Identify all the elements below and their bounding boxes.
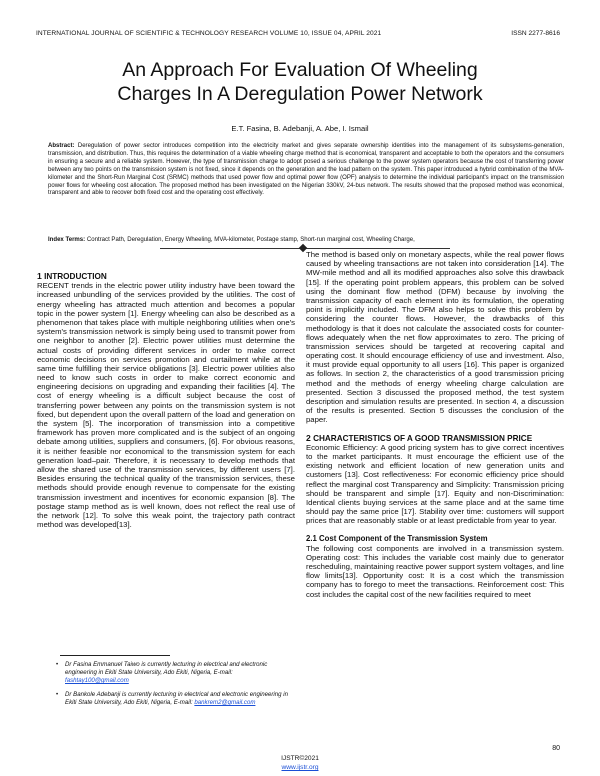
issn: ISSN 2277-8616 xyxy=(511,30,560,37)
journal-header: INTERNATIONAL JOURNAL OF SCIENTIFIC & TECHNOLOGY RESEARCH VOLUME 10, ISSUE 04, APRIL 2021 xyxy=(36,30,382,37)
footnote-rule xyxy=(60,655,170,656)
paper-title xyxy=(0,58,600,106)
right-column xyxy=(306,250,564,599)
section-1-number: 1 xyxy=(37,271,42,281)
section-2-number: 2 xyxy=(306,432,311,443)
section-2-1-heading: 2.1 Cost Component of the Transmission System xyxy=(306,534,488,544)
footnote-1 xyxy=(56,661,296,686)
footnotes xyxy=(56,661,296,712)
footnote-2 xyxy=(56,691,296,707)
abstract xyxy=(48,143,564,198)
footnote-1-email-link[interactable]: fashtay100@gmail.com xyxy=(65,677,129,685)
abstract-text: Deregulation of power sector introduces competition into the electricity market and gives separate ownership identities into the management of its subsystems-generation, transmission, and distribution. Thus, this requires the determination of a viable wheeling charge method that is economical, transparent and acceptable to both the operators and the consumers in ensuring a secure and a reliable system. However, the type of transmission charge to adopt posed a serious challenge to the power system operators because the cost of transferring power between any two points on the transmission system is not fixed, since it depends on the generation and the load pattern on the system. This paper introduced a hybrid combination of the MVA-kilometer and the Short-Run Marginal Cost (SRMC) methods that used power flow and optimal power flow (OPF) analysis to determine the individual participant's impact on the transmission power flows for wheeling cost allocation. The proposed method has been investigated on the Nigerian 330kV, 24-bus network. The results showed that the proposed method was economical, transparent and able to recover both fixed cost and the operating cost effectively. xyxy=(48,143,564,197)
footnote-1-text: Dr Fasina Emmanuel Taiwo is currently lecturing in electrical and electronic engineering in Ekiti State University, Ado Ekiti, Nigeria, E-mail: xyxy=(65,661,268,677)
title-line-1: An Approach For Evaluation Of Wheeling xyxy=(122,59,478,81)
page-footer xyxy=(0,754,600,772)
page-number: 80 xyxy=(552,745,560,752)
section-2-heading xyxy=(306,434,564,443)
index-terms-text: Contract Path, Deregulation, Energy Wheeling, MVA-kilometer, Postage stamp, Short-run marginal cost, Wheeling Charge, xyxy=(86,237,415,243)
footer-copyright: IJSTR©2021 xyxy=(281,755,319,762)
section-1-heading xyxy=(37,272,295,281)
footer-url-link[interactable]: www.ijstr.org xyxy=(281,764,319,771)
section-2-title: CHARACTERISTICS OF A GOOD TRANSMISSION PRICE xyxy=(313,433,533,443)
section-1-body: RECENT trends in the electric power utility industry have been toward the increased unbundling of the services provided by the utilities. The cost of energy wheeling has attracted much attention and becomes a popular topic in the power system [1]. Energy wheeling can also be described as a phenomenon that takes place with multiple neighboring utilities when one's system's transmission network is simply being used to transmit power from one neighbor to another [2]. Electric power utilities must determine the actual costs of providing different services in order to make correct economic decisions on services promotion and curtailment while at the same time fulfilling their service obligations [3]. Electric power utilities also need to know such costs in order to make correct economic and engineering decisions on upgrading and expanding their facilities [4]. The cost of energy wheeling is a difficult subject because the cost of transferring power between any points on the transmission system is not fixed, but dependent upon the overall pattern of the load and generation on the system [5]. The incorporation of transmission into a competitive framework has proven more complicated and is the subject of an ongoing debate among utilities, suppliers and consumers, [6]. For obvious reasons, it is neither feasible nor economical to the transmission system for each generation load–pair. Therefore, it is necessary to develop methods that allow the shared use of the transmission services, by different users [7]. Besides ensuring the technical quality of the transmission services, these methods should provide enough revenue to compensate for the existing transmission investment and incentives for economic expansion [8]. The postage stamp method as is well known, does not reflect the real use of the network [12]. To solve this weak point, the trajectory path contract method was developed[13]. xyxy=(37,281,295,530)
index-terms xyxy=(48,236,564,244)
abstract-label: Abstract: xyxy=(48,143,75,149)
section-1-continued: The method is based only on monetary aspects, while the real power flows caused by wheeling transactions are not taken into consideration [14]. The MW-mile method and all its modified approaches also solve this drawback [15]. If the operating point problem appears, this problem can be solved using the dominant flow method (DFM) because by involving the transmission capacity of each element into its formulation, the operating point is implicitly included. The DFM also helps to solve this problem by considering the counter flows. However, the drawbacks of this methodology is that it does not calculate the associated costs for counter-flows adequately when the net flow approximates to zero. The pricing of transmission services should be targeted at recovering capital and operating cost. It should encourage efficiency of use and investment. Also, it must provide equal opportunity to all users [16]. This paper is organized as follows. In section 2, the characteristics of a good transmission pricing method and the methods of energy wheeling charge calculation are presented. Section 3 discussed the proposed method, the test system description and simulation results are presented. In section 4, a discussion of the results is presented. Section 5 discusses the conclusion of the paper. xyxy=(306,250,564,425)
section-1-title: INTRODUCTION xyxy=(44,272,107,281)
authors: E.T. Fasina, B. Adebanji, A. Abe, I. Ismail xyxy=(231,124,369,133)
section-2-body: Economic Efficiency: A good pricing system has to give correct incentives to the market participants. It must encourage the efficient use of the existing network and efficient location of new generation units and customers [13]. Cost reflectiveness: For economic efficiency price should reflect the marginal cost Transparency and Simplicity: Transmission pricing should be transparent and simple [17]. Equity and non-Discrimination: Identical clients buying services at the same place and at the same time should pay the same price [17]. Stability over time: customers will support prices that are reasonably stable or at least predictable from year to year. xyxy=(306,442,564,526)
title-line-2: Charges In A Deregulation Power Network xyxy=(117,83,483,105)
section-2-1-body: The following cost components are involved in a transmission system. Operating cost: This includes the variable cost mainly due to generator rescheduling, maintaining reactive power support system voltages, and line flow limits[13]. Opportunity cost: It is a cost which the transmission company has to forego to meet the transactions. Reinforcement cost: This cost includes the capital cost of the new facilities required to meet xyxy=(306,543,564,599)
index-terms-label: Index Terms: xyxy=(48,237,86,243)
left-column xyxy=(37,272,295,529)
footnote-2-text: Dr Bankole Adebanji is currently lecturing in electrical and electronic engineering in Ekiti State University, Ado Ekiti, Nigeria, E-mail: xyxy=(65,690,288,706)
footnote-2-email-link[interactable]: bankrem2@gmail.com xyxy=(194,698,256,706)
